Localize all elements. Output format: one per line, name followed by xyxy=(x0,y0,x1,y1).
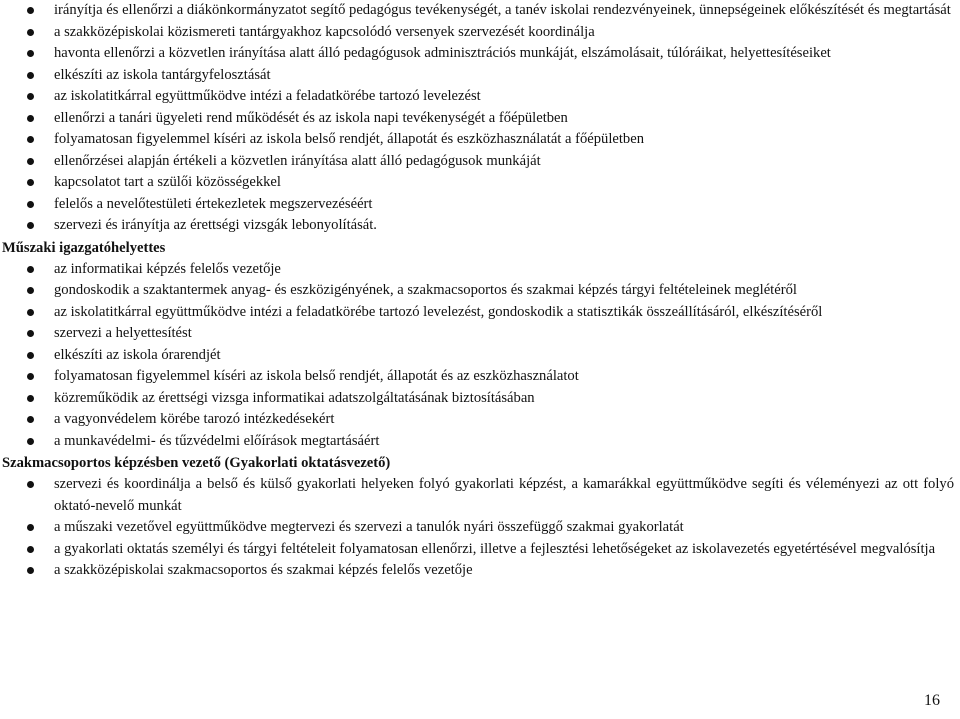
bullet-icon xyxy=(27,7,34,14)
duties-list-continued xyxy=(0,0,960,237)
list-item: a gyakorlati oktatás személyi és tárgyi feltételeit folyamatosan ellenőrzi, illetve a fejlesztési lehetőségeket az iskolavezetés egyetértésével megvalósítja xyxy=(0,539,960,561)
bullet-icon xyxy=(27,330,34,337)
bullet-icon xyxy=(27,287,34,294)
list-item: szervezi és irányítja az érettségi vizsgák lebonyolítását. xyxy=(0,215,960,237)
bullet-icon xyxy=(27,373,34,380)
section-heading-technical-deputy: Műszaki igazgatóhelyettes xyxy=(2,239,166,256)
list-item: folyamatosan figyelemmel kíséri az iskola belső rendjét, állapotát és az eszközhasználatot xyxy=(0,366,960,388)
list-item: ellenőrzi a tanári ügyeleti rend működését és az iskola napi tevékenységét a főépületben xyxy=(0,108,960,130)
bullet-icon xyxy=(27,416,34,423)
bullet-icon xyxy=(27,29,34,36)
bullet-icon xyxy=(27,524,34,531)
bullet-icon xyxy=(27,546,34,553)
list-item: gondoskodik a szaktantermek anyag- és eszközigényének, a szakmacsoportos és szakmai képzés tárgyi feltételeinek meglétéről xyxy=(0,280,960,302)
list-item: a műszaki vezetővel együttműködve megtervezi és szervezi a tanulók nyári összefüggő szakmai gyakorlatát xyxy=(0,517,960,539)
bullet-icon xyxy=(27,179,34,186)
bullet-icon xyxy=(27,395,34,402)
list-item: irányítja és ellenőrzi a diákönkormányzatot segítő pedagógus tevékenységét, a tanév iskolai rendezvényeinek, ünnepségeinek előkészítését és megtartását xyxy=(0,0,960,22)
list-item: az iskolatitkárral együttműködve intézi a feladatkörébe tartozó levelezést, gondoskodik a statisztikák összeállításáról, elkészítéséről xyxy=(0,302,960,324)
bullet-icon xyxy=(27,309,34,316)
bullet-icon xyxy=(27,158,34,165)
technical-deputy-duties-list xyxy=(0,259,960,453)
bullet-icon xyxy=(27,93,34,100)
bullet-icon xyxy=(27,50,34,57)
list-item: havonta ellenőrzi a közvetlen irányítása alatt álló pedagógusok adminisztrációs munkáját, elszámolásait, túlóráikat, helyettesítéseiket xyxy=(0,43,960,65)
bullet-icon xyxy=(27,352,34,359)
bullet-icon xyxy=(27,567,34,574)
list-item: folyamatosan figyelemmel kíséri az iskola belső rendjét, állapotát és eszközhasználatát a főépületben xyxy=(0,129,960,151)
list-item: az informatikai képzés felelős vezetője xyxy=(0,259,960,281)
bullet-icon xyxy=(27,266,34,273)
bullet-icon xyxy=(27,201,34,208)
practical-training-duties-list xyxy=(0,474,960,582)
bullet-icon xyxy=(27,115,34,122)
section-heading-practical-training-lead: Szakmacsoportos képzésben vezető (Gyakorlati oktatásvezető) xyxy=(2,455,391,471)
list-item: szervezi és koordinálja a belső és külső gyakorlati helyeken folyó gyakorlati képzést, a kamarákkal együttműködve segíti és véleményezi az ott folyó oktató-nevelő munkát xyxy=(0,474,960,517)
list-item: a szakközépiskolai szakmacsoportos és szakmai képzés felelős vezetője xyxy=(0,560,960,582)
list-item: ellenőrzései alapján értékeli a közvetlen irányítása alatt álló pedagógusok munkáját xyxy=(0,151,960,173)
list-item: kapcsolatot tart a szülői közösségekkel xyxy=(0,172,960,194)
list-item: a szakközépiskolai közismereti tantárgyakhoz kapcsolódó versenyek szervezését koordinálja xyxy=(0,22,960,44)
bullet-icon xyxy=(27,481,34,488)
bullet-icon xyxy=(27,136,34,143)
list-item: felelős a nevelőtestületi értekezletek megszervezéséért xyxy=(0,194,960,216)
list-item: a munkavédelmi- és tűzvédelmi előírások megtartásáért xyxy=(0,431,960,453)
list-item: az iskolatitkárral együttműködve intézi a feladatkörébe tartozó levelezést xyxy=(0,86,960,108)
list-item: elkészíti az iskola tantárgyfelosztását xyxy=(0,65,960,87)
list-item: szervezi a helyettesítést xyxy=(0,323,960,345)
page-number: 16 xyxy=(924,692,940,709)
bullet-icon xyxy=(27,222,34,229)
bullet-icon xyxy=(27,72,34,79)
list-item: elkészíti az iskola órarendjét xyxy=(0,345,960,367)
list-item: a vagyonvédelem körébe tarozó intézkedésekért xyxy=(0,409,960,431)
bullet-icon xyxy=(27,438,34,445)
list-item: közreműködik az érettségi vizsga informatikai adatszolgáltatásának biztosításában xyxy=(0,388,960,410)
